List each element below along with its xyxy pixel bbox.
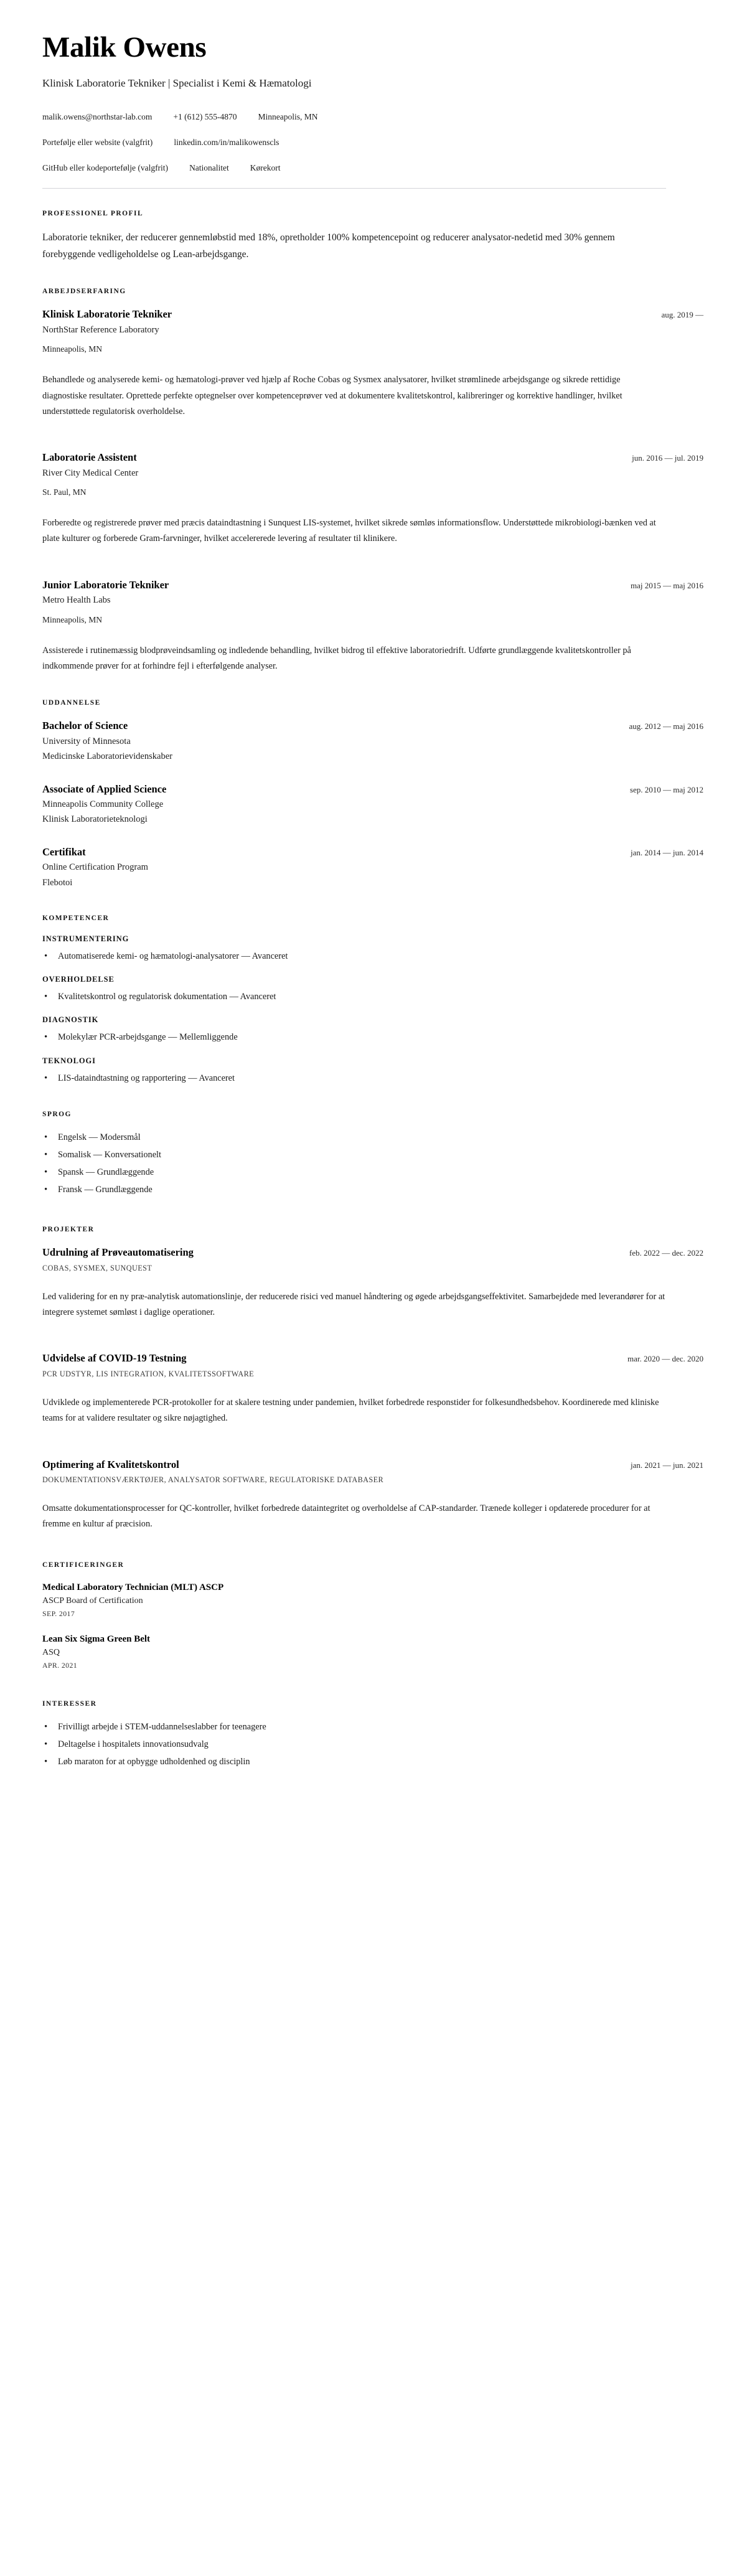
job-title: Klinisk Laboratorie Tekniker — [42, 308, 172, 321]
contact-portfolio-placeholder[interactable]: Portefølje eller website (valgfrit) — [42, 138, 153, 148]
project-entry-head — [42, 1458, 703, 1472]
project-tech-tags: DOKUMENTATIONSVÆRKTØJER, ANALYSATOR SOFTWARE, REGULATORISKE DATABASER — [42, 1475, 384, 1484]
job-location: Minneapolis, MN — [42, 344, 102, 354]
degree-title: Bachelor of Science — [42, 720, 128, 732]
section-title-projects: PROJEKTER — [42, 1226, 95, 1234]
project-entry — [42, 1246, 703, 1320]
contact-row-primary — [42, 111, 703, 123]
candidate-headline: Klinisk Laboratorie Tekniker | Specialist i Kemi & Hæmatologi — [42, 77, 312, 90]
contact-location: Minneapolis, MN — [258, 112, 318, 122]
skill-group — [42, 1015, 703, 1045]
skill-item: • Molekylær PCR-arbejdsgange — Mellemliggende — [42, 1030, 703, 1045]
certification-issuer: ASCP Board of Certification — [42, 1596, 143, 1605]
experience-entry — [42, 451, 703, 547]
section-languages — [42, 1111, 703, 1198]
entry-spacer — [42, 430, 703, 451]
job-title: Junior Laboratorie Tekniker — [42, 578, 169, 591]
language-item: • Engelsk — Modersmål — [42, 1131, 703, 1145]
language-list — [42, 1131, 703, 1198]
school-name: Minneapolis Community College — [42, 799, 164, 809]
language-item: • Somalisk — Konversationelt — [42, 1148, 703, 1162]
project-entry-head — [42, 1246, 703, 1259]
skill-category: OVERHOLDELSE — [42, 975, 115, 984]
school-name: Online Certification Program — [42, 862, 148, 873]
skill-list — [42, 1071, 703, 1086]
field-of-study: Klinisk Laboratorieteknologi — [42, 814, 148, 825]
section-profile — [42, 210, 703, 263]
job-description: Forberedte og registrerede prøver med præcis dataindtastning i Sunquest LIS-systemet, hvilket sikrede sømløs informationsflow. Understøttede mikrobiologi-bænken ved at plate kulturer og forberede Gram-farvninger, hvilket accelererede levering af resultater til klinikere. — [42, 518, 656, 544]
project-entry — [42, 1351, 703, 1426]
contact-linkedin[interactable]: linkedin.com/in/malikowenscls — [174, 138, 280, 148]
section-title-education: UDDANNELSE — [42, 699, 101, 707]
degree-date-range: sep. 2010 — maj 2012 — [629, 784, 703, 794]
job-title: Laboratorie Assistent — [42, 451, 137, 464]
field-of-study: Flebotoi — [42, 877, 73, 888]
project-title: Udrulning af Prøveautomatisering — [42, 1246, 194, 1259]
skill-group — [42, 975, 703, 1004]
certification-name: Lean Six Sigma Green Belt — [42, 1634, 151, 1645]
degree-date-range: aug. 2012 — maj 2016 — [629, 722, 703, 731]
skill-list — [42, 1030, 703, 1045]
section-title-certifications: CERTIFICERINGER — [42, 1561, 125, 1569]
section-experience — [42, 288, 703, 674]
contact-row-web — [42, 137, 703, 149]
education-entry-head — [42, 719, 703, 733]
school-name: University of Minnesota — [42, 736, 131, 746]
skill-category: TEKNOLOGI — [42, 1056, 96, 1065]
project-title: Optimering af Kvalitetskontrol — [42, 1458, 179, 1470]
entry-spacer — [42, 1437, 703, 1458]
education-entry-head — [42, 783, 703, 796]
section-education — [42, 699, 703, 890]
degree-title: Associate of Applied Science — [42, 783, 167, 795]
contact-driverlicense-placeholder[interactable]: Kørekort — [250, 163, 281, 173]
job-company: Metro Health Labs — [42, 595, 111, 606]
certification-name: Medical Laboratory Technician (MLT) ASCP — [42, 1582, 224, 1592]
project-tech-tags: PCR UDSTYR, LIS INTEGRATION, KVALITETSSOFTWARE — [42, 1369, 255, 1378]
certification-date: APR. 2021 — [42, 1661, 78, 1670]
experience-entry-head — [42, 578, 703, 592]
experience-entry-head — [42, 308, 703, 321]
education-entry — [42, 845, 703, 890]
resume-header — [42, 32, 703, 189]
degree-date-range: jan. 2014 — jun. 2014 — [631, 847, 703, 857]
certification-entry — [42, 1581, 703, 1619]
project-title: Udvidelse af COVID-19 Testning — [42, 1352, 187, 1365]
project-entry — [42, 1458, 703, 1533]
project-tech-tags: COBAS, SYSMEX, SUNQUEST — [42, 1263, 153, 1272]
skill-category: INSTRUMENTERING — [42, 934, 129, 944]
entry-spacer — [42, 557, 703, 578]
interest-item: • Løb maraton for at opbygge udholdenhed og disciplin — [42, 1755, 703, 1769]
job-description: Behandlede og analyserede kemi- og hæmatologi-prøver ved hjælp af Roche Cobas og Sysmex analysatorer, hvilket strømlinede arbejdsgange og sikrede rettidige diagnostiske resultater. Oprettede perfekte optegnelser over kompetenceprøver ved at dokumentere kvalitetskontrol, kalibreringer og korrektive handlinger, hvilket understøttede regulatorisk overholdelse. — [42, 375, 622, 416]
section-title-languages: SPROG — [42, 1110, 72, 1118]
contact-github-placeholder[interactable]: GitHub eller kodeportefølje (valgfrit) — [42, 163, 169, 173]
certification-date: SEP. 2017 — [42, 1609, 75, 1619]
skill-item: • LIS-dataindtastning og rapportering — Avanceret — [42, 1071, 703, 1086]
interest-item: • Frivilligt arbejde i STEM-uddannelseslabber for teenagere — [42, 1720, 703, 1734]
skill-list — [42, 990, 703, 1004]
experience-entry-head — [42, 451, 703, 464]
entry-spacer — [42, 1330, 703, 1351]
skill-item: • Automatiserede kemi- og hæmatologi-analysatorer — Avanceret — [42, 949, 703, 964]
section-title-profile: PROFESSIONEL PROFIL — [42, 210, 144, 218]
candidate-name: Malik Owens — [42, 31, 207, 63]
section-interests — [42, 1700, 703, 1769]
section-certifications — [42, 1561, 703, 1671]
education-entry-head — [42, 845, 703, 859]
degree-title: Certifikat — [42, 845, 86, 858]
experience-entry — [42, 308, 703, 420]
contact-nationality-placeholder[interactable]: Nationalitet — [189, 163, 229, 173]
education-entry — [42, 719, 703, 763]
skill-category: DIAGNOSTIK — [42, 1015, 99, 1025]
education-entry — [42, 783, 703, 827]
contact-email[interactable]: malik.owens@northstar-lab.com — [42, 112, 153, 122]
header-divider — [42, 188, 666, 189]
interest-list — [42, 1720, 703, 1769]
interest-item: • Deltagelse i hospitalets innovationsudvalg — [42, 1737, 703, 1752]
contact-row-other — [42, 162, 703, 174]
section-projects — [42, 1226, 703, 1532]
skill-group — [42, 934, 703, 964]
project-entry-head — [42, 1351, 703, 1365]
section-title-experience: ARBEJDSERFARING — [42, 288, 126, 296]
field-of-study: Medicinske Laboratorievidenskaber — [42, 751, 172, 762]
section-title-skills: KOMPETENCER — [42, 914, 110, 923]
project-description: Omsatte dokumentationsprocesser for QC-kontroller, hvilket forbedrede dataintegritet og overholdelse af CAP-standarder. Trænede kolleger i opdaterede procedurer for at fremme en kultur af præcision. — [42, 1503, 651, 1530]
job-date-range: jun. 2016 — jul. 2019 — [632, 453, 703, 463]
certification-entry — [42, 1633, 703, 1671]
section-title-interests: INTERESSER — [42, 1699, 97, 1708]
skill-group — [42, 1056, 703, 1086]
project-date-range: jan. 2021 — jun. 2021 — [631, 1460, 703, 1470]
language-item: • Spansk — Grundlæggende — [42, 1165, 703, 1180]
job-location: Minneapolis, MN — [42, 614, 102, 624]
project-date-range: feb. 2022 — dec. 2022 — [629, 1248, 703, 1258]
job-company: NorthStar Reference Laboratory — [42, 324, 159, 335]
job-location: St. Paul, MN — [42, 487, 87, 497]
job-company: River City Medical Center — [42, 468, 139, 478]
experience-entry — [42, 578, 703, 675]
project-date-range: mar. 2020 — dec. 2020 — [627, 1354, 703, 1364]
profile-summary-text: Laboratorie tekniker, der reducerer gennemløbstid med 18%, opretholder 100% kompetencepoint og reducerer analysator-nedetid med 30% gennem forebyggende vedligeholdelse og Lean-arbejdsgange. — [42, 232, 615, 260]
certification-issuer: ASQ — [42, 1648, 60, 1658]
project-description: Led validering for en ny præ-analytisk automationslinje, der reducerede risici ved manuel håndtering og øgede arbejdsgangseffektivitet. Samarbejdede med leverandører for at integrere systemet sømløst i daglige operationer. — [42, 1291, 665, 1318]
section-skills — [42, 914, 703, 1086]
project-description: Udviklede og implementerede PCR-protokoller for at skalere testning under pandemien, hvilket forbedrede responstider for folkesundhedsbehov. Koordinerede med kliniske teams for at validere resultater og sikre nøjagtighed. — [42, 1397, 659, 1424]
job-date-range: maj 2015 — maj 2016 — [631, 580, 703, 590]
job-date-range: aug. 2019 — — [661, 310, 703, 320]
skill-list — [42, 949, 703, 964]
job-description: Assisterede i rutinemæssig blodprøveindsamling og indledende behandling, hvilket bidrog til effektive laboratoriedrift. Udførte grundlæggende kvalitetskontroller på indkommende prøver for at forhindre fejl i efterfølgende analyser. — [42, 645, 631, 672]
contact-phone[interactable]: +1 (612) 555-4870 — [173, 112, 237, 122]
skill-item: • Kvalitetskontrol og regulatorisk dokumentation — Avanceret — [42, 990, 703, 1004]
language-item: • Fransk — Grundlæggende — [42, 1183, 703, 1197]
